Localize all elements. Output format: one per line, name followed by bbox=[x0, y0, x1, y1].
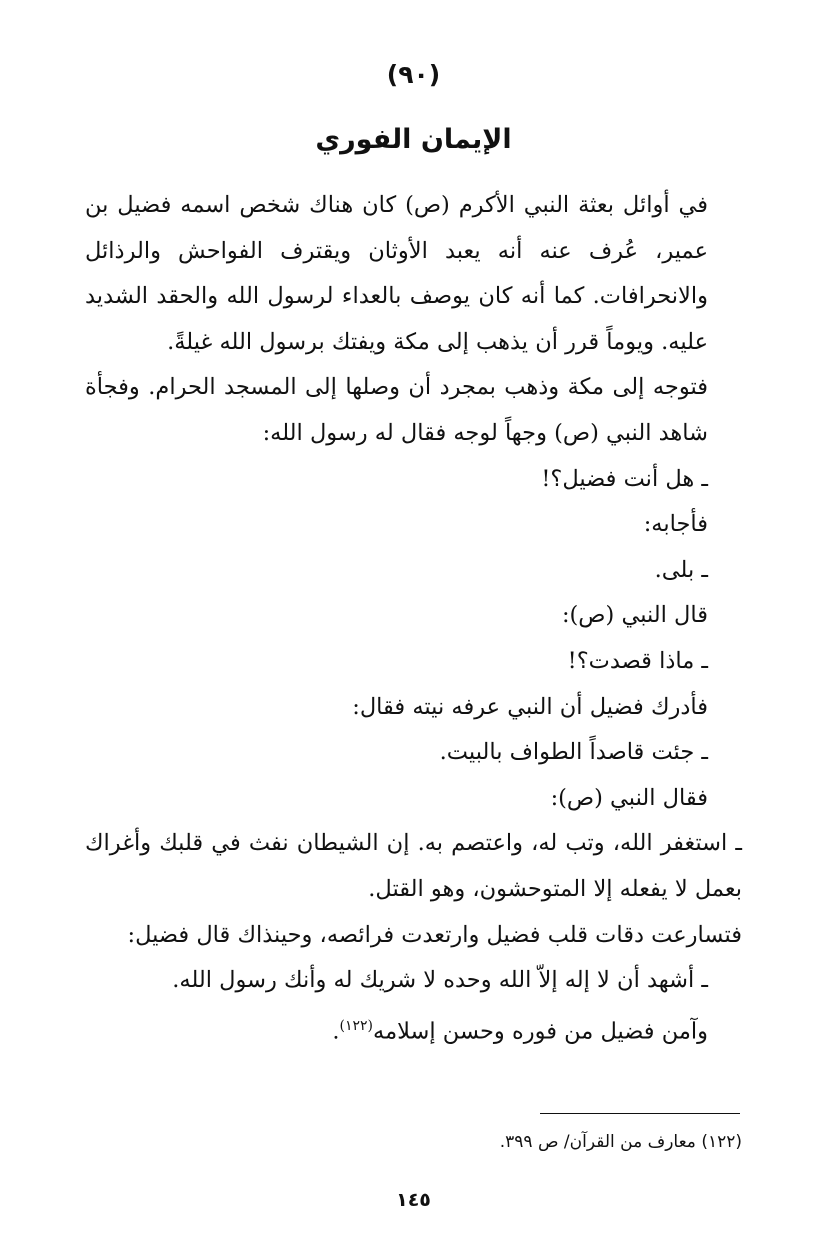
closing-text: وآمن فضيل من فوره وحسن إسلامه bbox=[373, 1018, 708, 1045]
paragraph: في أوائل بعثة النبي الأكرم (ص) كان هناك شخص اسمه فضيل بن عمير، عُرف عنه أنه يعبد الأوثان ويقترف الفواحش والرذائل والانحرافات. كما أنه كان يوصف بالعداء لرسول الله والحقد الشديد عليه. ويوماً قرر أن يذهب إلى مكة ويفتك برسول الله غيلةً. bbox=[85, 192, 708, 355]
dialogue-line: ـ بلى. bbox=[654, 556, 708, 583]
closing-period: . bbox=[332, 1018, 340, 1045]
footnote: (١٢٢) معارف من القرآن/ ص ٣٩٩. bbox=[499, 1132, 742, 1152]
dialogue-line: قال النبي (ص): bbox=[561, 602, 708, 629]
page-number: ١٤٥ bbox=[396, 1189, 431, 1211]
closing-paragraph bbox=[85, 1004, 742, 1055]
paragraph: ـ استغفر الله، وتب له، واعتصم به. إن الشيطان نفث في قلبك وأغراك بعمل لا يفعله إلا المتوحشون، وهو القتل. bbox=[85, 830, 742, 902]
dialogue-line: ـ أشهد أن لا إله إلاّ الله وحده لا شريك له وأنك رسول الله. bbox=[172, 967, 708, 994]
dialogue-line: فقال النبي (ص): bbox=[550, 784, 708, 811]
story-title: الإيمان الفوري bbox=[315, 124, 512, 155]
paragraph: فتسارعت دقات قلب فضيل وارتعدت فرائصه، وحينذاك قال فضيل: bbox=[127, 921, 742, 948]
paragraph: فتوجه إلى مكة وذهب بمجرد أن وصلها إلى المسجد الحرام. وفجأة شاهد النبي (ص) وجهاً لوجه فقال له رسول الله: bbox=[85, 374, 708, 446]
dialogue-line: فأجابه: bbox=[643, 511, 708, 538]
dialogue-line: فأدرك فضيل أن النبي عرفه نيته فقال: bbox=[352, 693, 708, 720]
footnote-reference[interactable]: (١٢٢) bbox=[339, 1017, 374, 1034]
dialogue-line: ـ هل أنت فضيل؟! bbox=[541, 465, 708, 492]
story-body bbox=[85, 183, 742, 1055]
footnote-divider bbox=[540, 1113, 740, 1114]
story-number: (٩٠) bbox=[386, 60, 441, 89]
dialogue-line: ـ جئت قاصداً الطواف بالبيت. bbox=[439, 739, 708, 766]
dialogue-line: ـ ماذا قصدت؟! bbox=[567, 647, 708, 674]
